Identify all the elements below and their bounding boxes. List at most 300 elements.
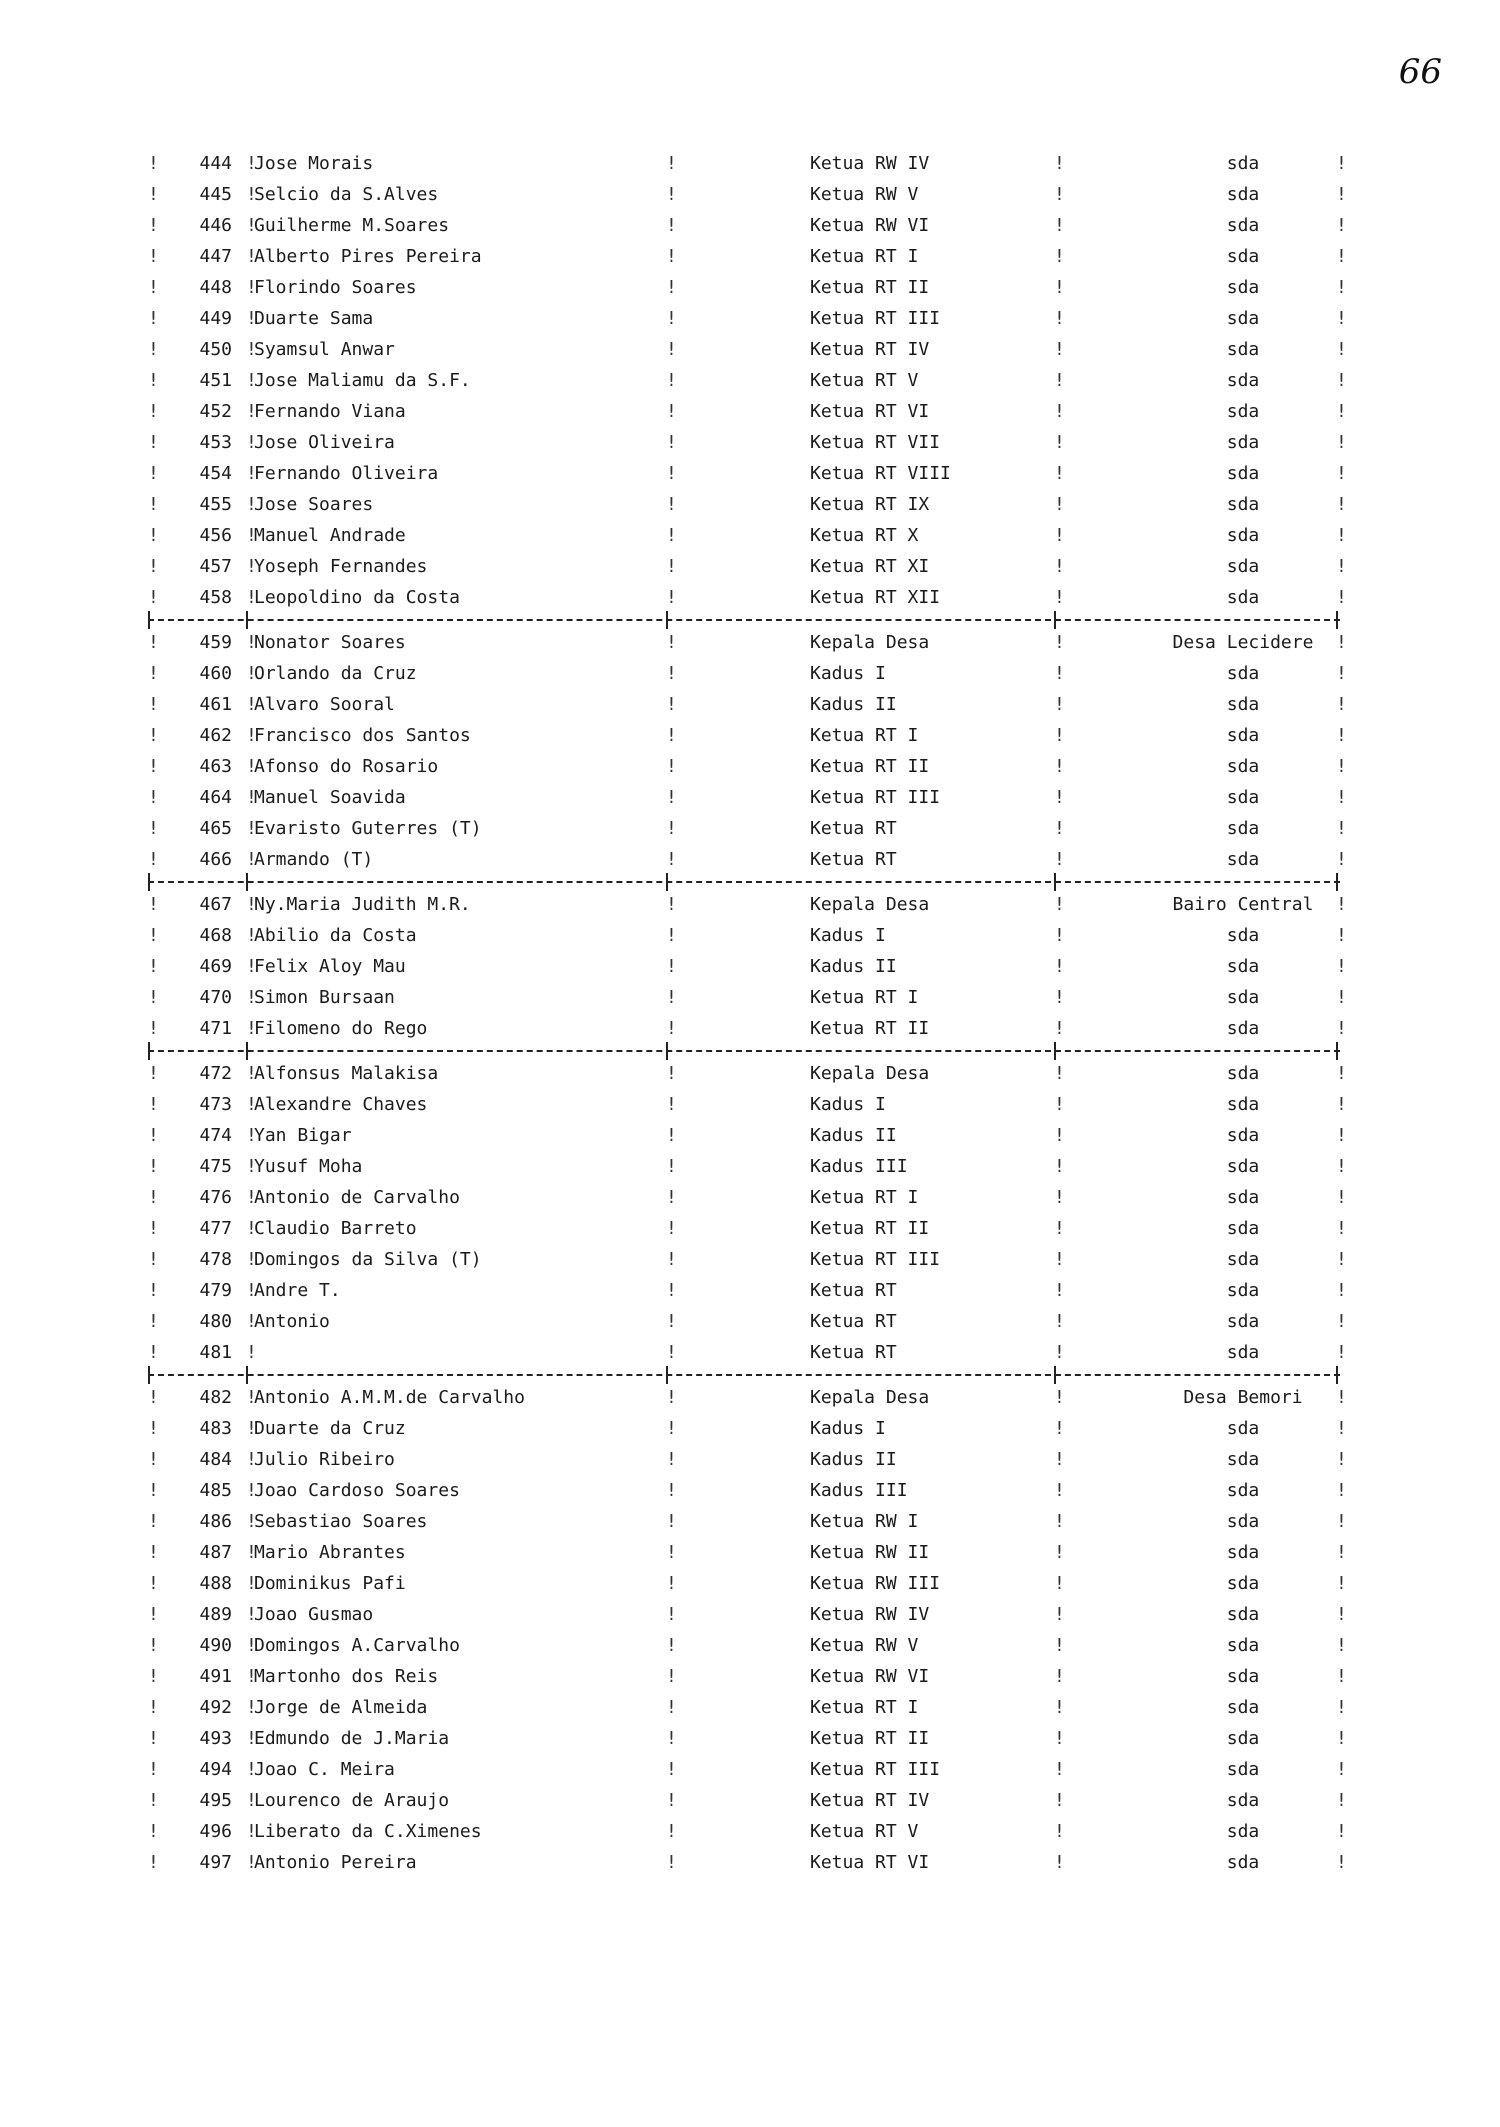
position-title: Ketua RT (810, 849, 897, 870)
bar-name: ! (666, 1666, 677, 1687)
table-row (148, 582, 1347, 613)
position-title: Kadus III (810, 1480, 908, 1501)
person-name: Selcio da S.Alves (254, 184, 439, 205)
table-row (148, 1444, 1347, 1475)
bar-name: ! (666, 756, 677, 777)
position-title: Ketua RT III (810, 1249, 941, 1270)
row-number: 474 (199, 1125, 232, 1146)
position-title: Ketua RT (810, 1311, 897, 1332)
person-name: Guilherme M.Soares (254, 215, 450, 236)
bar-name: ! (666, 1697, 677, 1718)
person-name: Jose Morais (254, 153, 374, 174)
bar-left: ! (148, 525, 159, 546)
desa-name: sda (1226, 1666, 1260, 1687)
person-name: Duarte Sama (254, 308, 374, 329)
table-row (148, 782, 1347, 813)
bar-title: ! (1054, 184, 1065, 205)
bar-num: ! (246, 525, 257, 546)
desa-name: sda (1226, 925, 1260, 946)
bar-left: ! (148, 1418, 159, 1439)
table-row (148, 1692, 1347, 1723)
person-name: Alvaro Sooral (254, 694, 395, 715)
table-row (148, 334, 1347, 365)
group-separator (148, 613, 1340, 627)
bar-name: ! (666, 1187, 677, 1208)
bar-left: ! (148, 1759, 159, 1780)
table-row (148, 1120, 1347, 1151)
table-row (148, 1182, 1347, 1213)
bar-left: ! (148, 1218, 159, 1239)
table-row (148, 210, 1347, 241)
bar-name: ! (666, 1852, 677, 1873)
person-name: Liberato da C.Ximenes (254, 1821, 482, 1842)
bar-title: ! (1054, 339, 1065, 360)
bar-right: ! (1336, 1759, 1347, 1780)
desa-name: sda (1226, 1187, 1260, 1208)
bar-name: ! (666, 663, 677, 684)
bar-num: ! (246, 556, 257, 577)
bar-title: ! (1054, 215, 1065, 236)
bar-name: ! (666, 1342, 677, 1363)
desa-name: sda (1226, 556, 1260, 577)
bar-title: ! (1054, 925, 1065, 946)
row-number: 445 (199, 184, 232, 205)
bar-title: ! (1054, 756, 1065, 777)
person-name: Ny.Maria Judith M.R. (254, 894, 471, 915)
bar-right: ! (1336, 787, 1347, 808)
person-name: Fernando Viana (254, 401, 406, 422)
row-number: 494 (199, 1759, 232, 1780)
person-name: Manuel Soavida (254, 787, 406, 808)
person-name: Julio Ribeiro (254, 1449, 395, 1470)
position-title: Ketua RT I (810, 1187, 919, 1208)
bar-left: ! (148, 956, 159, 977)
table-row (148, 303, 1347, 334)
bar-title: ! (1054, 694, 1065, 715)
desa-name: sda (1226, 663, 1260, 684)
bar-right: ! (1336, 1480, 1347, 1501)
desa-name: sda (1226, 1573, 1260, 1594)
desa-name: sda (1226, 1063, 1260, 1084)
table-row (148, 1537, 1347, 1568)
bar-left: ! (148, 184, 159, 205)
position-title: Ketua RT VII (810, 432, 941, 453)
table-row (148, 489, 1347, 520)
table-row (148, 1275, 1347, 1306)
bar-left: ! (148, 432, 159, 453)
bar-right: ! (1336, 1790, 1347, 1811)
row-number: 451 (199, 370, 232, 391)
row-number: 492 (199, 1697, 232, 1718)
row-number: 481 (199, 1342, 232, 1363)
position-title: Ketua RT II (810, 756, 930, 777)
position-title: Kadus II (810, 1125, 897, 1146)
bar-num: ! (246, 1156, 257, 1177)
desa-name: sda (1226, 463, 1260, 484)
page-number: 66 (1398, 52, 1442, 92)
row-number: 454 (199, 463, 232, 484)
bar-right: ! (1336, 1156, 1347, 1177)
bar-name: ! (666, 587, 677, 608)
bar-num: ! (246, 1666, 257, 1687)
bar-num: ! (246, 1573, 257, 1594)
bar-right: ! (1336, 308, 1347, 329)
position-title: Ketua RT II (810, 277, 930, 298)
table-row (148, 813, 1347, 844)
bar-right: ! (1336, 215, 1347, 236)
bar-name: ! (666, 1790, 677, 1811)
position-title: Ketua RW III (810, 1573, 941, 1594)
bar-title: ! (1054, 725, 1065, 746)
desa-name: sda (1226, 1094, 1260, 1115)
bar-left: ! (148, 1449, 159, 1470)
table-row (148, 396, 1347, 427)
bar-left: ! (148, 463, 159, 484)
bar-num: ! (246, 1635, 257, 1656)
bar-left: ! (148, 849, 159, 870)
bar-left: ! (148, 1728, 159, 1749)
bar-right: ! (1336, 1342, 1347, 1363)
bar-title: ! (1054, 494, 1065, 515)
bar-left: ! (148, 1094, 159, 1115)
bar-left: ! (148, 663, 159, 684)
desa-name: sda (1226, 1542, 1260, 1563)
desa-name: sda (1226, 1790, 1260, 1811)
person-name: Martonho dos Reis (254, 1666, 439, 1687)
row-number: 456 (199, 525, 232, 546)
position-title: Ketua RT II (810, 1728, 930, 1749)
bar-title: ! (1054, 525, 1065, 546)
bar-right: ! (1336, 1387, 1347, 1408)
person-name: Dominikus Pafi (254, 1573, 406, 1594)
bar-title: ! (1054, 1342, 1065, 1363)
bar-num: ! (246, 756, 257, 777)
bar-right: ! (1336, 1187, 1347, 1208)
desa-name: sda (1226, 1311, 1260, 1332)
bar-name: ! (666, 370, 677, 391)
desa-name: sda (1226, 246, 1260, 267)
bar-name: ! (666, 1511, 677, 1532)
bar-num: ! (246, 401, 257, 422)
person-name: Abilio da Costa (254, 925, 417, 946)
bar-name: ! (666, 1156, 677, 1177)
row-number: 458 (199, 587, 232, 608)
person-name: Jose Oliveira (254, 432, 395, 453)
table-row (148, 1723, 1347, 1754)
bar-num: ! (246, 1387, 257, 1408)
person-name: Duarte da Cruz (254, 1418, 406, 1439)
table-row (148, 751, 1347, 782)
bar-left: ! (148, 494, 159, 515)
person-name: Jose Soares (254, 494, 374, 515)
desa-name: sda (1226, 694, 1260, 715)
bar-left: ! (148, 1187, 159, 1208)
table-row (148, 365, 1347, 396)
desa-name: sda (1226, 1821, 1260, 1842)
bar-name: ! (666, 1018, 677, 1039)
desa-name: sda (1226, 525, 1260, 546)
bar-name: ! (666, 525, 677, 546)
table-row (148, 1244, 1347, 1275)
bar-title: ! (1054, 1511, 1065, 1532)
desa-name: sda (1226, 1511, 1260, 1532)
table-row (148, 458, 1347, 489)
bar-left: ! (148, 339, 159, 360)
bar-right: ! (1336, 756, 1347, 777)
position-title: Ketua RT II (810, 1218, 930, 1239)
table-row (148, 1568, 1347, 1599)
bar-right: ! (1336, 246, 1347, 267)
desa-name: sda (1226, 432, 1260, 453)
bar-num: ! (246, 894, 257, 915)
bar-title: ! (1054, 1418, 1065, 1439)
row-number: 461 (199, 694, 232, 715)
bar-name: ! (666, 1387, 677, 1408)
table-row (148, 1661, 1347, 1692)
bar-left: ! (148, 1852, 159, 1873)
bar-left: ! (148, 1387, 159, 1408)
bar-title: ! (1054, 308, 1065, 329)
desa-name: sda (1226, 1249, 1260, 1270)
bar-num: ! (246, 1821, 257, 1842)
position-title: Ketua RT (810, 1342, 897, 1363)
bar-right: ! (1336, 153, 1347, 174)
bar-right: ! (1336, 1511, 1347, 1532)
bar-right: ! (1336, 1094, 1347, 1115)
person-name: Yoseph Fernandes (254, 556, 428, 577)
bar-title: ! (1054, 1218, 1065, 1239)
position-title: Ketua RT I (810, 725, 919, 746)
position-title: Kadus II (810, 956, 897, 977)
position-title: Ketua RW IV (810, 1604, 930, 1625)
position-title: Kepala Desa (810, 894, 930, 915)
desa-name: sda (1226, 849, 1260, 870)
person-name: Alfonsus Malakisa (254, 1063, 439, 1084)
position-title: Kadus II (810, 1449, 897, 1470)
bar-right: ! (1336, 1852, 1347, 1873)
position-title: Ketua RT I (810, 1697, 919, 1718)
row-number: 448 (199, 277, 232, 298)
bar-left: ! (148, 1635, 159, 1656)
table-row (148, 1475, 1347, 1506)
bar-left: ! (148, 1156, 159, 1177)
bar-name: ! (666, 277, 677, 298)
bar-title: ! (1054, 1635, 1065, 1656)
row-number: 478 (199, 1249, 232, 1270)
table-row (148, 1816, 1347, 1847)
bar-left: ! (148, 694, 159, 715)
desa-name: sda (1226, 956, 1260, 977)
bar-title: ! (1054, 1790, 1065, 1811)
desa-name: sda (1226, 987, 1260, 1008)
row-number: 447 (199, 246, 232, 267)
row-number: 488 (199, 1573, 232, 1594)
bar-right: ! (1336, 1542, 1347, 1563)
table-row (148, 241, 1347, 272)
bar-title: ! (1054, 787, 1065, 808)
table-row (148, 179, 1347, 210)
bar-right: ! (1336, 849, 1347, 870)
bar-right: ! (1336, 1728, 1347, 1749)
bar-name: ! (666, 556, 677, 577)
bar-name: ! (666, 1094, 677, 1115)
bar-left: ! (148, 370, 159, 391)
person-name: Edmundo de J.Maria (254, 1728, 450, 1749)
row-number: 455 (199, 494, 232, 515)
bar-num: ! (246, 1249, 257, 1270)
position-title: Ketua RW IV (810, 153, 930, 174)
bar-num: ! (246, 1125, 257, 1146)
bar-right: ! (1336, 1573, 1347, 1594)
row-number: 479 (199, 1280, 232, 1301)
position-title: Kepala Desa (810, 1063, 930, 1084)
bar-num: ! (246, 494, 257, 515)
bar-title: ! (1054, 1387, 1065, 1408)
bar-title: ! (1054, 1821, 1065, 1842)
desa-name: sda (1226, 725, 1260, 746)
person-name: Antonio Pereira (254, 1852, 417, 1873)
bar-name: ! (666, 246, 677, 267)
person-name: Yusuf Moha (254, 1156, 363, 1177)
bar-right: ! (1336, 525, 1347, 546)
row-number: 487 (199, 1542, 232, 1563)
bar-left: ! (148, 1511, 159, 1532)
row-number: 452 (199, 401, 232, 422)
position-title: Kadus I (810, 663, 886, 684)
row-number: 446 (199, 215, 232, 236)
person-name: Fernando Oliveira (254, 463, 439, 484)
position-title: Ketua RT V (810, 1821, 919, 1842)
position-title: Kadus II (810, 694, 897, 715)
bar-left: ! (148, 1063, 159, 1084)
person-name: Simon Bursaan (254, 987, 395, 1008)
row-number: 477 (199, 1218, 232, 1239)
bar-left: ! (148, 1018, 159, 1039)
bar-name: ! (666, 1125, 677, 1146)
position-title: Kadus I (810, 1418, 886, 1439)
bar-left: ! (148, 215, 159, 236)
person-name: Jorge de Almeida (254, 1697, 428, 1718)
table-row (148, 148, 1347, 179)
row-number: 482 (199, 1387, 232, 1408)
position-title: Ketua RT (810, 1280, 897, 1301)
bar-left: ! (148, 987, 159, 1008)
bar-right: ! (1336, 1697, 1347, 1718)
person-name: Nonator Soares (254, 632, 406, 653)
position-title: Ketua RT XII (810, 587, 941, 608)
bar-left: ! (148, 308, 159, 329)
bar-left: ! (148, 1697, 159, 1718)
bar-title: ! (1054, 1573, 1065, 1594)
bar-name: ! (666, 1418, 677, 1439)
table-row (148, 1847, 1347, 1878)
bar-left: ! (148, 787, 159, 808)
bar-num: ! (246, 1728, 257, 1749)
person-name: Orlando da Cruz (254, 663, 417, 684)
bar-name: ! (666, 184, 677, 205)
position-title: Kepala Desa (810, 632, 930, 653)
desa-name: sda (1226, 370, 1260, 391)
bar-num: ! (246, 1790, 257, 1811)
row-number: 469 (199, 956, 232, 977)
desa-name: sda (1226, 1018, 1260, 1039)
bar-num: ! (246, 725, 257, 746)
bar-right: ! (1336, 587, 1347, 608)
bar-name: ! (666, 215, 677, 236)
person-name: Domingos A.Carvalho (254, 1635, 460, 1656)
desa-name: sda (1226, 339, 1260, 360)
bar-name: ! (666, 925, 677, 946)
row-number: 453 (199, 432, 232, 453)
bar-title: ! (1054, 246, 1065, 267)
bar-title: ! (1054, 1125, 1065, 1146)
row-number: 485 (199, 1480, 232, 1501)
bar-num: ! (246, 632, 257, 653)
row-number: 496 (199, 1821, 232, 1842)
bar-name: ! (666, 894, 677, 915)
position-title: Ketua RT III (810, 1759, 941, 1780)
table-row (148, 1306, 1347, 1337)
separator-line (148, 1374, 1340, 1376)
bar-name: ! (666, 987, 677, 1008)
bar-num: ! (246, 1187, 257, 1208)
row-number: 475 (199, 1156, 232, 1177)
bar-name: ! (666, 1480, 677, 1501)
row-number: 460 (199, 663, 232, 684)
person-name: Antonio A.M.M.de Carvalho (254, 1387, 525, 1408)
bar-title: ! (1054, 587, 1065, 608)
row-number: 476 (199, 1187, 232, 1208)
bar-title: ! (1054, 556, 1065, 577)
table-row (148, 689, 1347, 720)
bar-left: ! (148, 153, 159, 174)
desa-name: sda (1226, 277, 1260, 298)
bar-left: ! (148, 1604, 159, 1625)
bar-num: ! (246, 1280, 257, 1301)
bar-title: ! (1054, 432, 1065, 453)
row-number: 463 (199, 756, 232, 777)
position-title: Ketua RT III (810, 308, 941, 329)
position-title: Ketua RT XI (810, 556, 930, 577)
bar-title: ! (1054, 1666, 1065, 1687)
bar-num: ! (246, 849, 257, 870)
bar-right: ! (1336, 370, 1347, 391)
row-number: 468 (199, 925, 232, 946)
bar-right: ! (1336, 663, 1347, 684)
person-name: Joao C. Meira (254, 1759, 395, 1780)
bar-title: ! (1054, 1280, 1065, 1301)
bar-num: ! (246, 1418, 257, 1439)
desa-name: sda (1226, 1635, 1260, 1656)
bar-right: ! (1336, 1604, 1347, 1625)
bar-name: ! (666, 401, 677, 422)
bar-left: ! (148, 246, 159, 267)
bar-right: ! (1336, 956, 1347, 977)
row-number: 462 (199, 725, 232, 746)
person-name: Afonso do Rosario (254, 756, 439, 777)
position-title: Ketua RW VI (810, 1666, 930, 1687)
bar-left: ! (148, 1666, 159, 1687)
table-row (148, 1058, 1347, 1089)
bar-num: ! (246, 432, 257, 453)
bar-num: ! (246, 1852, 257, 1873)
bar-num: ! (246, 956, 257, 977)
bar-right: ! (1336, 987, 1347, 1008)
table-row (148, 1754, 1347, 1785)
position-title: Ketua RT V (810, 370, 919, 391)
row-number: 473 (199, 1094, 232, 1115)
bar-title: ! (1054, 987, 1065, 1008)
